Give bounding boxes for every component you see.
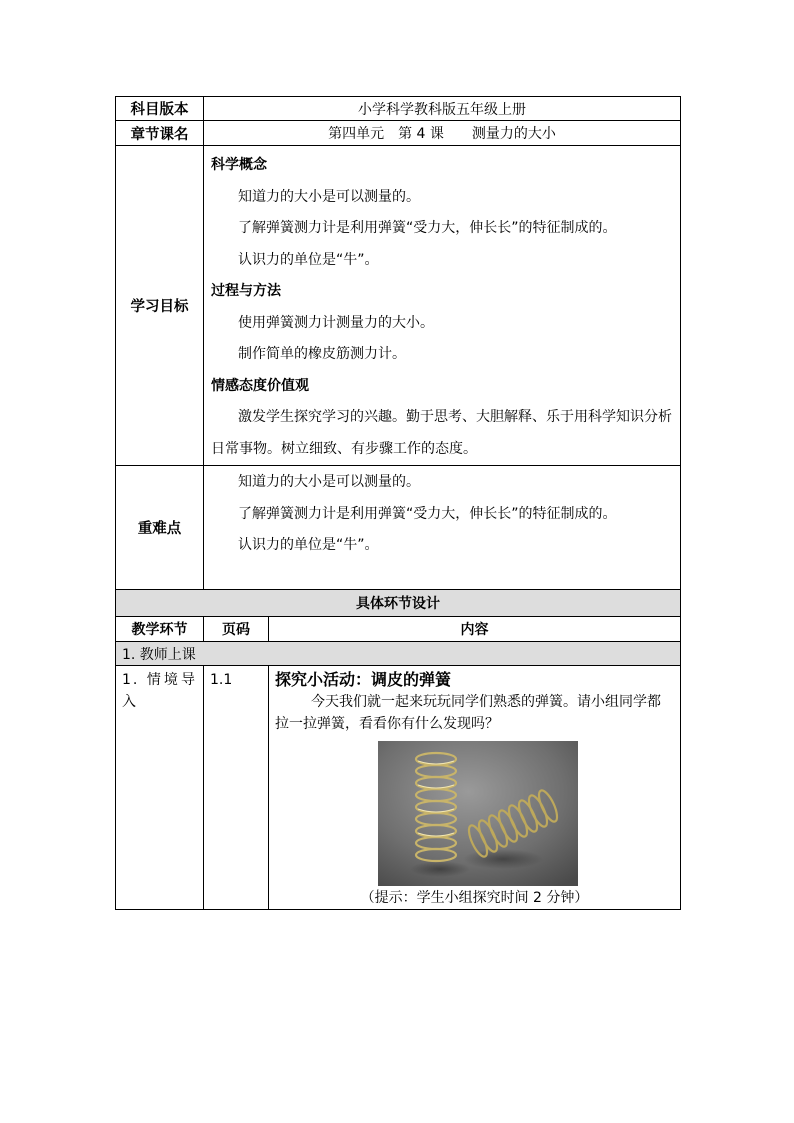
step-content	[269, 666, 681, 910]
subject-version-label: 科目版本	[116, 97, 204, 121]
column-header-row	[116, 617, 681, 642]
chapter-label: 章节课名	[116, 121, 204, 146]
objective-line: 知道力的大小是可以测量的。	[238, 188, 420, 205]
section-row	[116, 642, 681, 666]
springs-photo	[378, 741, 578, 886]
subject-version-row	[116, 97, 681, 121]
objectives-label: 学习目标	[116, 146, 204, 466]
objective-paragraph: 激发学生探究学习的兴趣。勤于思考、大胆解释、乐于用科学知识分析日常事物。树立细致、有步骤工作的态度。	[211, 409, 672, 457]
design-header: 具体环节设计	[116, 590, 681, 617]
key-point-line: 认识力的单位是“牛”。	[238, 537, 379, 553]
activity-title: 探究小活动：调皮的弹簧	[275, 670, 452, 689]
section-title: 1. 教师上课	[116, 642, 681, 666]
column-header-step: 教学环节	[116, 617, 204, 642]
key-point-line: 知道力的大小是可以测量的。	[238, 474, 420, 490]
column-header-content: 内容	[269, 617, 681, 642]
activity-tip: （提示：学生小组探究时间 2 分钟）	[360, 890, 589, 906]
lesson-plan-page	[115, 96, 680, 910]
column-header-page: 页码	[204, 617, 269, 642]
objectives-content	[204, 146, 681, 466]
objective-heading-process: 过程与方法	[211, 283, 281, 299]
step-row	[116, 666, 681, 910]
step-page: 1.1	[204, 666, 269, 910]
objective-heading-attitude: 情感态度价值观	[211, 377, 309, 394]
key-point-line: 了解弹簧测力计是利用弹簧“受力大，伸长长”的特征制成的。	[238, 505, 617, 522]
key-points-content	[204, 466, 681, 590]
chapter-row	[116, 121, 681, 146]
chapter-value: 第四单元 第 4 课 测量力的大小	[204, 121, 681, 146]
lesson-plan-table	[115, 96, 681, 910]
key-points-row	[116, 466, 681, 590]
objective-heading-concept: 科学概念	[211, 157, 267, 173]
step-name: 1. 情境导入	[116, 666, 204, 910]
activity-text: 今天我们就一起来玩玩同学们熟悉的弹簧。请小组同学都拉一拉弹簧，看看你有什么发现吗？	[275, 694, 661, 732]
objective-line: 使用弹簧测力计测量力的大小。	[238, 314, 434, 331]
design-header-row	[116, 590, 681, 617]
objective-line: 了解弹簧测力计是利用弹簧“受力大，伸长长”的特征制成的。	[238, 220, 617, 236]
objective-line: 制作简单的橡皮筋测力计。	[238, 346, 406, 362]
objective-line: 认识力的单位是“牛”。	[238, 251, 379, 268]
subject-version-value: 小学科学教科版五年级上册	[204, 97, 681, 121]
key-points-label: 重难点	[116, 466, 204, 590]
objectives-row	[116, 146, 681, 466]
